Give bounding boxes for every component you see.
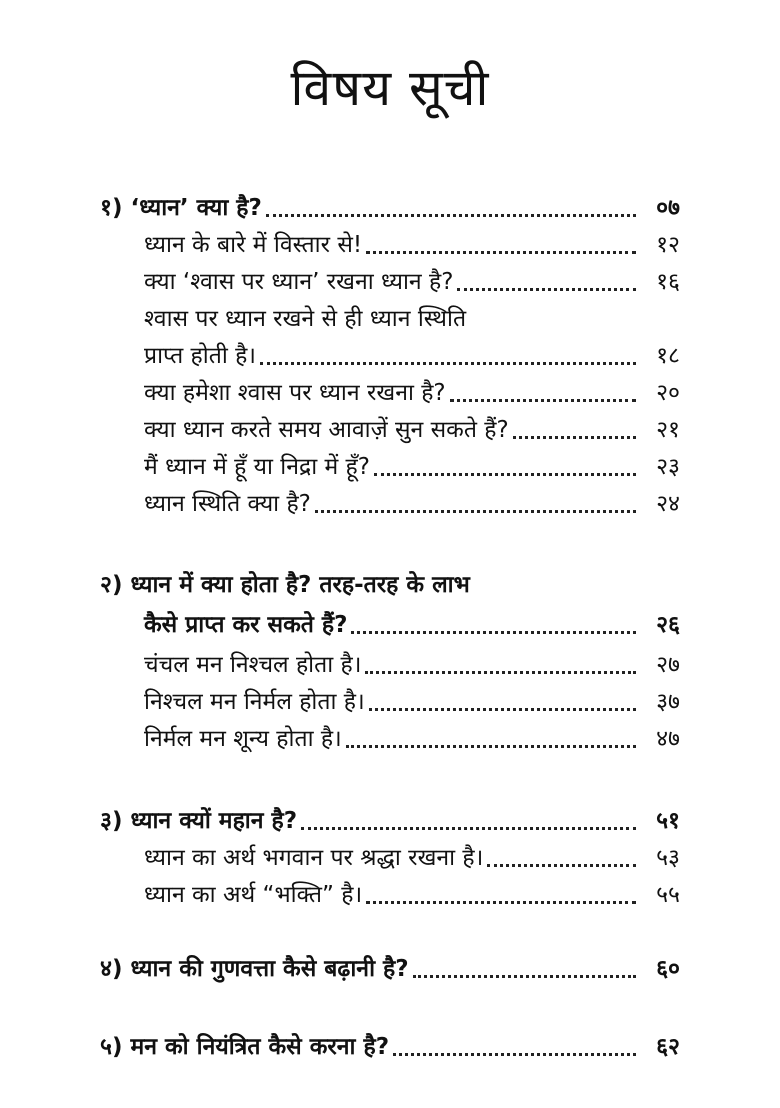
toc-item[interactable] [144, 442, 680, 482]
page-number: ५१ [656, 808, 680, 834]
dot-leader [301, 827, 636, 830]
page-number: १८ [656, 343, 680, 369]
toc-section-5[interactable] [100, 1022, 680, 1062]
dot-leader [457, 288, 636, 291]
item-title: चंचल मन निश्चल होता है। [144, 652, 362, 678]
item-title: प्राप्त होती है। [144, 343, 257, 369]
toc-item[interactable] [144, 368, 680, 408]
section-title-continued: कैसे प्राप्त कर सकते हैं? [144, 612, 348, 638]
toc-item[interactable] [144, 220, 680, 260]
section-number: ४) [100, 956, 123, 982]
item-title: श्वास पर ध्यान रखने से ही ध्यान स्थिति [144, 306, 467, 332]
page-number: २४ [656, 491, 680, 517]
item-title: निर्मल मन शून्य होता है। [144, 726, 342, 752]
section-number: ५) [100, 1034, 123, 1060]
page-number: १२ [656, 232, 680, 258]
dot-leader [366, 901, 636, 904]
toc-item[interactable] [144, 331, 680, 371]
dot-leader [369, 708, 636, 711]
item-title: क्या ‘श्वास पर ध्यान’ रखना ध्यान है? [144, 269, 454, 295]
page-number: २० [656, 380, 680, 406]
toc-item[interactable] [144, 294, 680, 334]
toc-item[interactable] [144, 833, 680, 873]
section-title: ध्यान क्यों महान है? [130, 808, 298, 834]
section-number: २) [100, 572, 123, 598]
dot-leader [513, 436, 636, 439]
toc-section-3[interactable] [100, 796, 680, 836]
page-number: ४७ [656, 726, 680, 752]
toc-section-1[interactable] [100, 183, 680, 223]
dot-leader [450, 399, 636, 402]
toc-item[interactable] [144, 677, 680, 717]
toc-item[interactable] [144, 479, 680, 519]
section-number: ३) [100, 808, 123, 834]
page-number: ३७ [656, 689, 680, 715]
item-title: मैं ध्यान में हूँ या निद्रा में हूँ? [144, 454, 370, 480]
item-title: क्या हमेशा श्वास पर ध्यान रखना है? [144, 380, 446, 406]
item-title: क्या ध्यान करते समय आवाज़ें सुन सकते हैं? [144, 417, 509, 443]
section-title: मन को नियंत्रित कैसे करना है? [130, 1034, 390, 1060]
page-number: ६२ [656, 1034, 680, 1060]
item-title: निश्चल मन निर्मल होता है। [144, 689, 365, 715]
toc-item[interactable] [144, 257, 680, 297]
item-title: ध्यान का अर्थ “भक्ति” है। [144, 882, 363, 908]
page-number: २६ [656, 612, 680, 638]
dot-leader [351, 631, 636, 634]
dot-leader [365, 671, 636, 674]
page-number: ५५ [656, 882, 680, 908]
page-number: ०७ [656, 195, 680, 221]
toc-section-2[interactable] [100, 560, 680, 600]
item-title: ध्यान स्थिति क्या है? [144, 491, 311, 517]
section-title: ध्यान की गुणवत्ता कैसे बढ़ानी है? [130, 956, 409, 982]
section-title: ध्यान में क्या होता है? तरह-तरह के लाभ [130, 572, 470, 598]
toc-item[interactable] [144, 714, 680, 754]
dot-leader [413, 975, 636, 978]
dot-leader [260, 362, 636, 365]
dot-leader [374, 473, 636, 476]
section-number: १) [100, 195, 123, 221]
page-number: २३ [656, 454, 680, 480]
toc-section-2-continued[interactable] [144, 600, 680, 640]
item-title: ध्यान का अर्थ भगवान पर श्रद्धा रखना है। [144, 845, 484, 871]
section-title: ‘ध्यान’ क्या है? [130, 195, 262, 221]
toc-item[interactable] [144, 405, 680, 445]
dot-leader [346, 745, 636, 748]
page-title: विषय सूची [290, 58, 490, 117]
toc-item[interactable] [144, 870, 680, 910]
dot-leader [366, 251, 636, 254]
dot-leader [487, 864, 636, 867]
dot-leader [315, 510, 636, 513]
dot-leader [393, 1053, 636, 1056]
page-number: २१ [656, 417, 680, 443]
toc-item[interactable] [144, 640, 680, 680]
page-number: ६० [656, 956, 680, 982]
item-title: ध्यान के बारे में विस्तार से! [144, 232, 363, 258]
dot-leader [266, 214, 636, 217]
page-number: ५३ [656, 845, 680, 871]
page-number: १६ [656, 269, 680, 295]
toc-section-4[interactable] [100, 944, 680, 984]
page-number: २७ [656, 652, 680, 678]
